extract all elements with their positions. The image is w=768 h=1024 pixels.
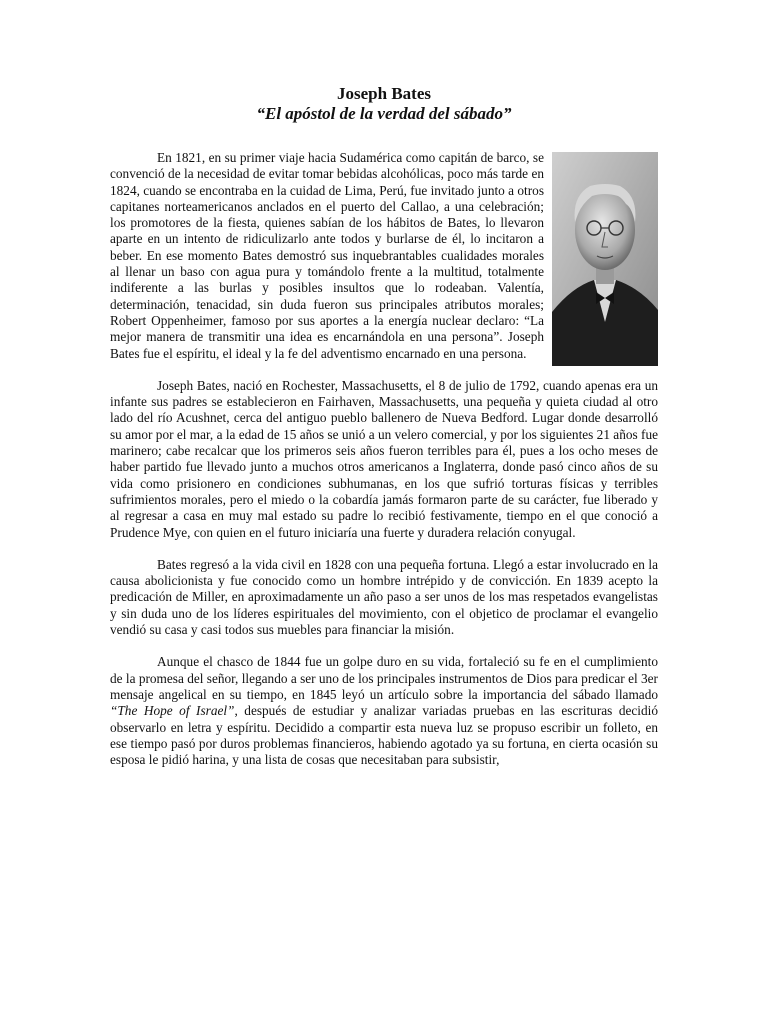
paragraph-1-text: En 1821, en su primer viaje hacia Sudamérica como capitán de barco, se convenció de la necesidad de evitar tomar bebidas alcohólicas, poco más tarde en 1824, cuando se encontraba en la cuidad de Lima, Perú, fue invitado junto a otros capitanes norteamericanos anclados en el puerto del Callao, a una celebración; los promotores de la fiesta, quienes sabían de los hábitos de Bates, lo llevaron aparte en un intento de ridiculizarlo ante todos y burlarse de él, lo incitaron a beber. En ese momento Bates demostró sus inquebrantables cualidades morales al llenar un baso con agua pura y tomándolo frente a la multitud, totalmente indiferente a las burlas y posibles insultos que lo rodeaban. Valentía, determinación, tenacidad, sin duda fueron sus principales atributos morales; Robert Oppenheimer, famoso por sus aportes a la energía nuclear declaro: “La mejor manera de transmitir una idea es encarnándola en una persona”. Joseph Bates fue el espíritu, el ideal y la fe del adventismo encarnado en una persona. — [110, 150, 544, 361]
paragraph-3: Bates regresó a la vida civil en 1828 con una pequeña fortuna. Llegó a estar involucrado en la causa abolicionista y fue conocido como un hombre intrépido y de convicción. En 1839 acepto la predicación de Miller, en aproximadamente un año paso a ser unos de los mas respetados evangelistas y sin duda uno de los líderes espirituales del movimiento, con el objetico de proclamar el evangelio vendió su casa y casi todos sus muebles para financiar la misión. — [110, 556, 658, 638]
page-subtitle: “El apóstol de la verdad del sábado” — [256, 104, 512, 123]
document-page — [110, 84, 658, 784]
book-title: “The Hope of Israel” — [110, 703, 235, 719]
paragraph-4 — [110, 654, 658, 768]
portrait-photo — [552, 152, 658, 366]
paragraph-4-text-start: Aunque el chasco de 1844 fue un golpe duro en su vida, fortaleció su fe en el cumplimiento de la promesa del señor, llegando a ser uno de los principales instrumentos de Dios para predicar el 3er mensaje angelical en su tiempo, en 1845 leyó un artículo sobre la importancia del sábado llamado — [110, 654, 658, 702]
page-title: Joseph Bates — [337, 84, 431, 103]
paragraph-4-text-end: , después de estudiar y analizar variadas pruebas en las escrituras decidió observarlo en letra y espíritu. Decidido a compartir esta nueva luz se propuso escribir un folleto, en ese tiempo pasó por duros problemas financieros, habiendo agotado ya su fortuna, en cierta ocasión su esposa le pidió harina, y una lista de cosas que necesitaban para subsistir, — [110, 703, 658, 768]
paragraph-2: Joseph Bates, nació en Rochester, Massachusetts, el 8 de julio de 1792, cuando apenas era un infante sus padres se establecieron en Fairhaven, Massachusetts, una pequeña y quieta ciudad al otro lado del río Acushnet, cerca del antiguo pueblo ballenero de Nueva Bedford. Lugar donde desarrolló su amor por el mar, a la edad de 15 años se unió a un velero comercial, y por los siguientes 21 años fue marinero; cabe recalcar que los primeros seis años fueron terribles para él, pues a los ocho meses de haber partido fue llevado junto a muchos otros americanos a Inglaterra, donde pasó cinco años de su vida como prisionero en condiciones subhumanas, en los que sufrió torturas físicas y terribles sufrimientos morales, pero el miedo o la cobardía jamás formaron parte de su carácter, fue liberado y al regresar a casa en muy mal estado su padre lo recibió festivamente, tiempo en el que conoció a Prudence Mye, con quien en el futuro iniciaría una fuerte y duradera relación conyugal. — [110, 377, 658, 540]
paragraph-1 — [110, 150, 658, 362]
